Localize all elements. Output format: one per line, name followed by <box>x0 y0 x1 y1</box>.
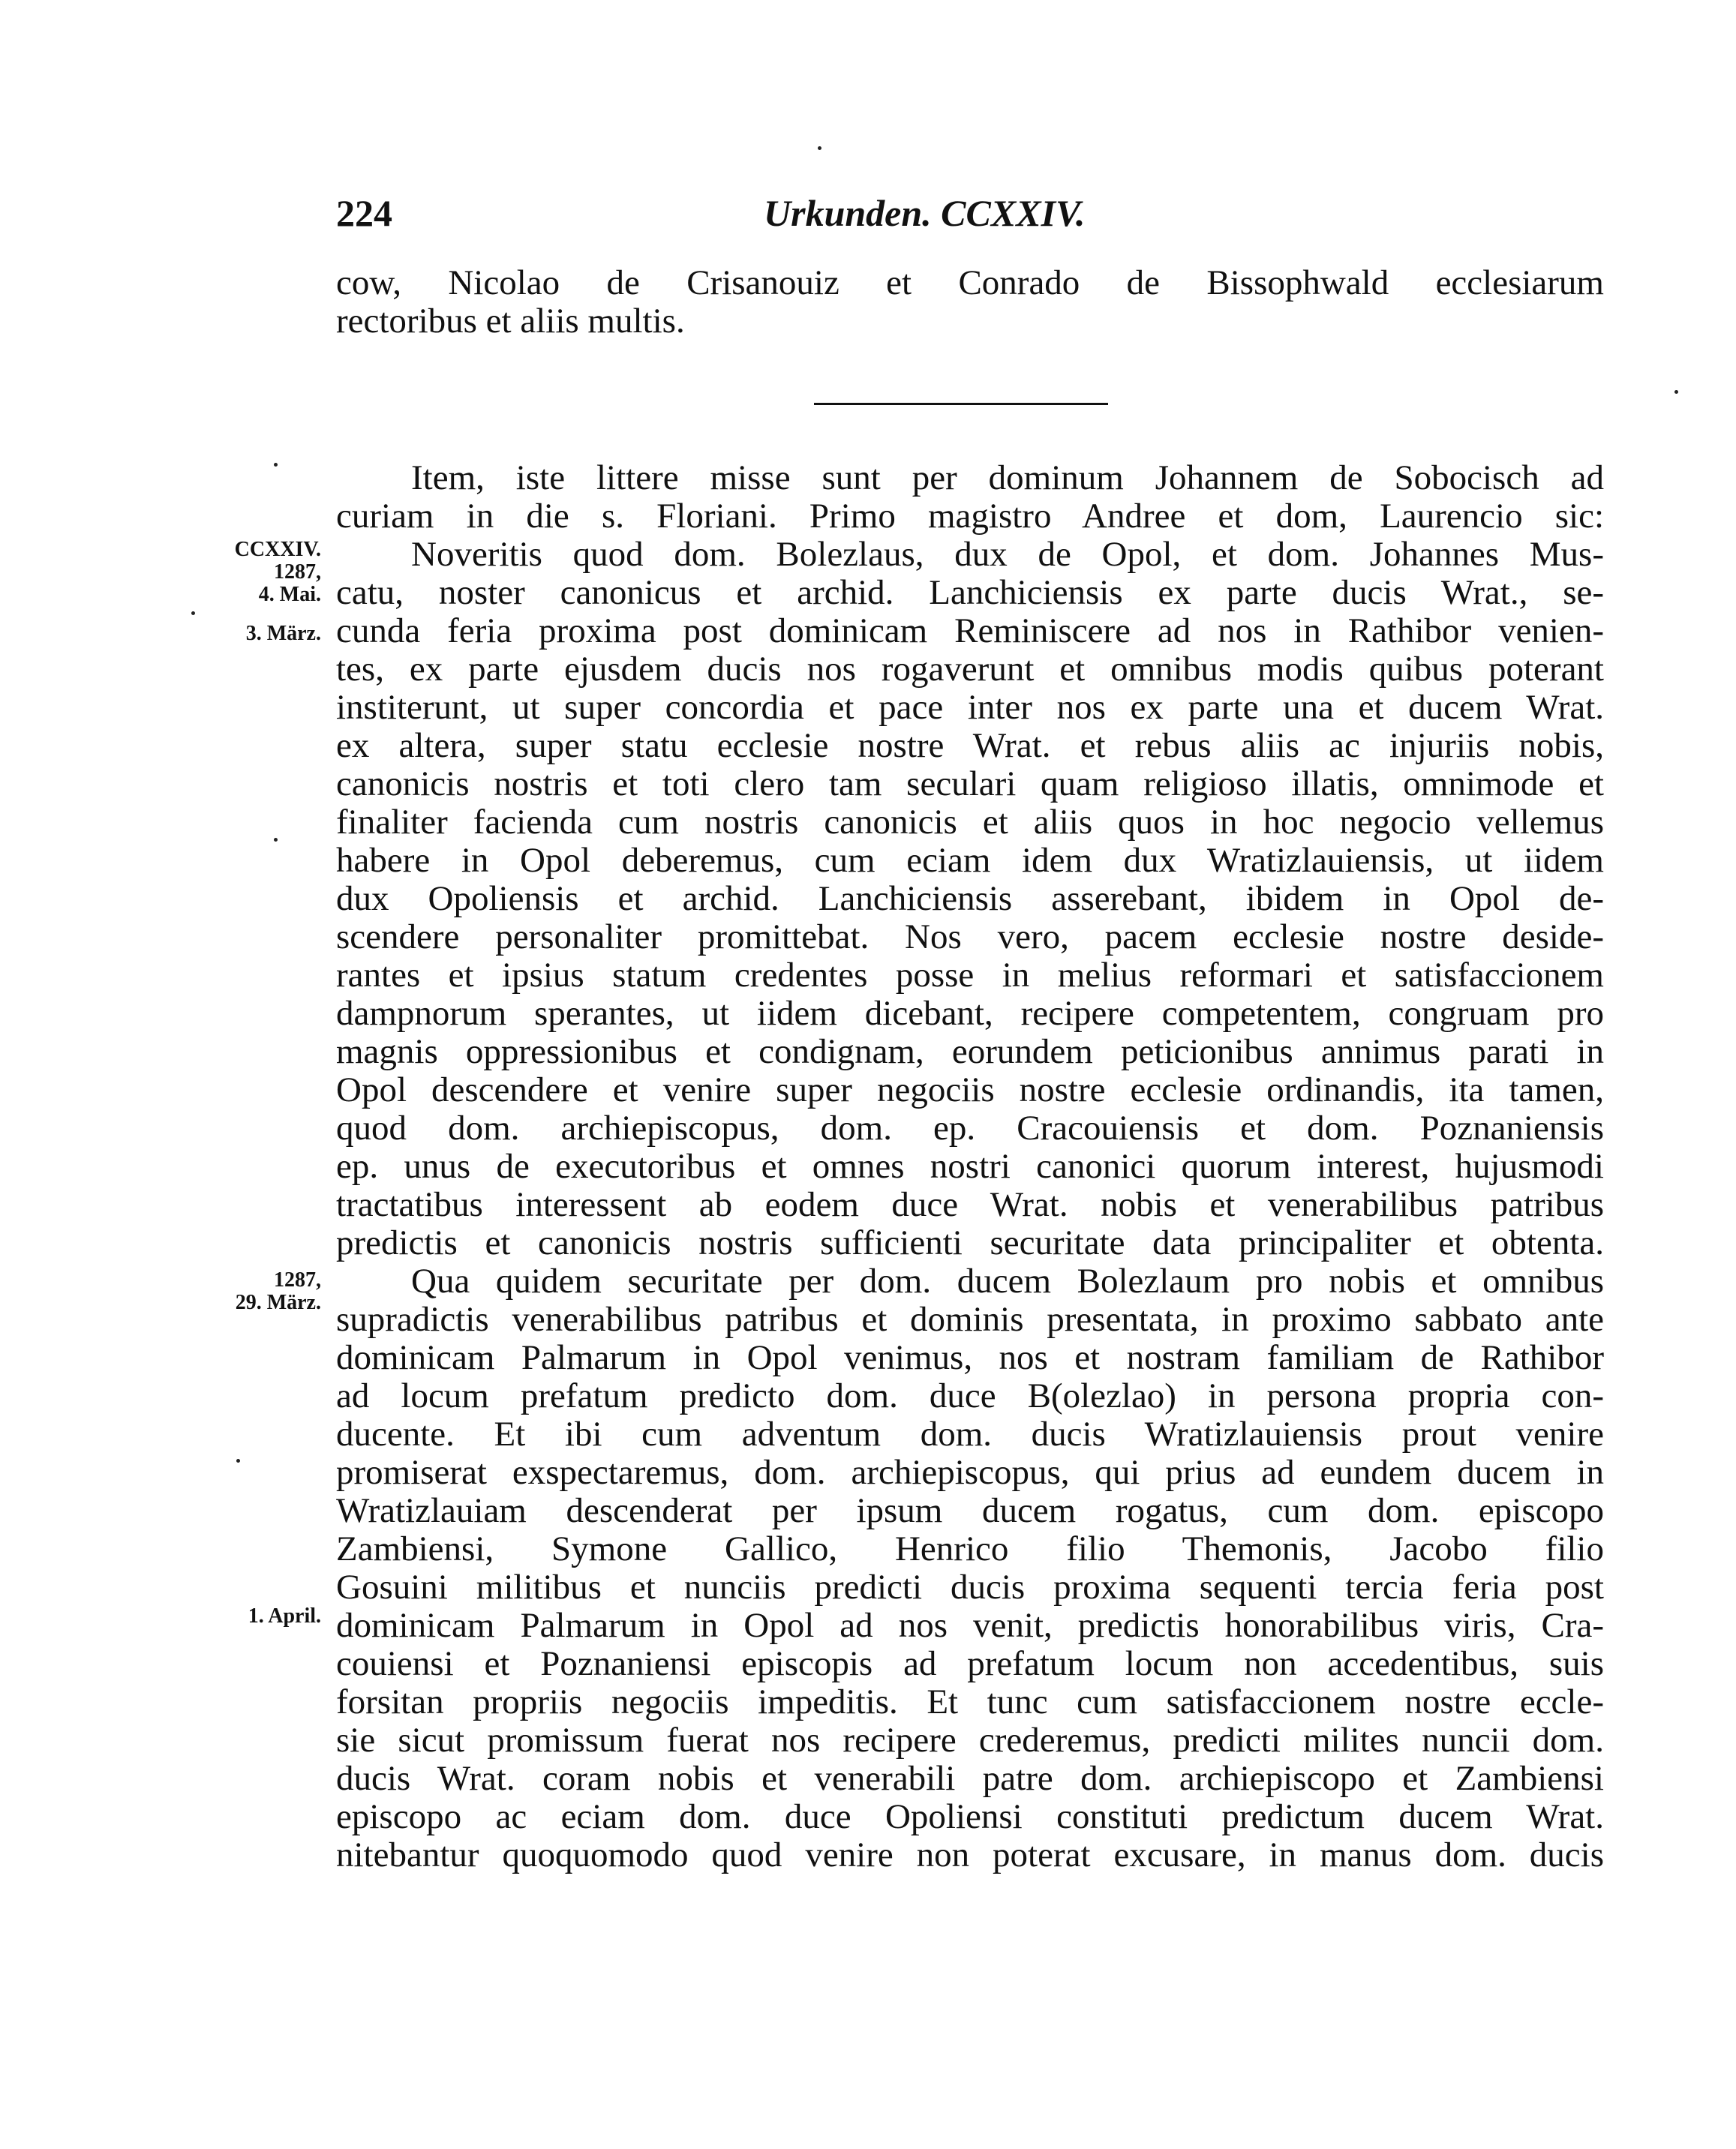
scan-speck <box>274 838 278 842</box>
text-line: scendere personaliter promittebat. Nos vero, pacem ecclesie nostre deside- <box>336 917 1604 956</box>
text-line: supradictis venerabilibus patribus et dominis presentata, in proximo sabbato ante <box>336 1300 1604 1339</box>
margin-note-line: 1287, <box>274 1268 321 1292</box>
text-line: canonicis nostris et toti clero tam seculari quam religioso illatis, omnimode et <box>336 764 1604 803</box>
text-line: nitebantur quoquomodo quod venire non poterat excusare, in manus dom. ducis <box>336 1835 1604 1874</box>
running-title: Urkunden. CCXXIV. <box>764 192 1086 234</box>
text-line: cunda feria proxima post dominicam Reminiscere ad nos in Rathibor venien- <box>336 611 1604 650</box>
main-paragraph <box>336 459 1604 1874</box>
text-line: Item, iste littere misse sunt per dominum Johannem de Sobocisch ad <box>411 458 1604 497</box>
text-line: ducis Wrat. coram nobis et venerabili patre dom. archiepiscopo et Zambiensi <box>336 1759 1604 1798</box>
text-line: tes, ex parte ejusdem ducis nos rogaverunt et omnibus modis quibus poterant <box>336 650 1604 689</box>
text-line: cow, Nicolao de Crisanouiz et Conrado de Bissophwald ecclesiarum <box>336 263 1604 302</box>
page-number: 224 <box>336 192 392 234</box>
text-line: ep. unus de executoribus et omnes nostri canonici quorum interest, hujusmodi <box>336 1147 1604 1186</box>
text-line: dominicam Palmarum in Opol venimus, nos et nostram familiam de Rathibor <box>336 1338 1604 1377</box>
scan-speck <box>236 1459 240 1463</box>
margin-note-1287-march <box>194 1269 321 1314</box>
text-line: curiam in die s. Floriani. Primo magistro Andree et dom, Laurencio sic: <box>336 497 1604 536</box>
page-header <box>336 191 1634 236</box>
margin-note-line: 29. März. <box>235 1291 321 1314</box>
text-line: Gosuini militibus et nunciis predicti ducis proxima sequenti tercia feria post <box>336 1568 1604 1607</box>
text-line: forsitan propriis negociis impeditis. Et tunc cum satisfaccionem nostre eccle- <box>336 1682 1604 1721</box>
text-line: Qua quidem securitate per dom. ducem Bolezlaum pro nobis et omnibus <box>411 1262 1604 1301</box>
margin-note-line: 4. Mai. <box>258 583 321 606</box>
margin-note-line: 1. April. <box>248 1604 321 1628</box>
text-line: finaliter facienda cum nostris canonicis et aliis quos in hoc negocio vellemus <box>336 803 1604 842</box>
text-line: catu, noster canonicus et archid. Lanchiciensis ex parte ducis Wrat., se- <box>336 573 1604 612</box>
text-line: sie sicut promissum fuerat nos recipere crederemus, predicti milites nuncii dom. <box>336 1721 1604 1760</box>
text-line: dux Opoliensis et archid. Lanchiciensis asserebant, ibidem in Opol de- <box>336 879 1604 918</box>
text-line: dominicam Palmarum in Opol ad nos venit, predictis honorabilibus viris, Cra- <box>336 1606 1604 1645</box>
margin-note-line: 1287, <box>274 560 321 584</box>
scan-speck <box>191 611 195 615</box>
text-line: promiserat exspectaremus, dom. archiepiscopus, qui prius ad eundem ducem in <box>336 1453 1604 1492</box>
text-line: institerunt, ut super concordia et pace inter nos ex parte una et ducem Wrat. <box>336 688 1604 727</box>
text-line: ducente. Et ibi cum adventum dom. ducis Wratizlauiensis prout venire <box>336 1415 1604 1454</box>
text-line: dampnorum sperantes, ut iidem dicebant, recipere competentem, congruam pro <box>336 994 1604 1033</box>
scan-speck <box>274 463 278 467</box>
text-line: couiensi et Poznaniensi episcopis ad prefatum locum non accedentibus, suis <box>336 1644 1604 1683</box>
text-line: predictis et canonicis nostris sufficienti securitate data principaliter et obtenta. <box>336 1223 1604 1262</box>
text-line: quod dom. archiepiscopus, dom. ep. Cracouiensis et dom. Poznaniensis <box>336 1109 1604 1148</box>
margin-note-april <box>194 1605 321 1628</box>
text-line: episcopo ac eciam dom. duce Opoliensi constituti predictum ducem Wrat. <box>336 1797 1604 1836</box>
text-line: Noveritis quod dom. Bolezlaus, dux de Opol, et dom. Johannes Mus- <box>411 535 1604 574</box>
margin-note-line: CCXXIV. <box>234 538 321 561</box>
text-line: habere in Opol deberemus, cum eciam idem dux Wratizlauiensis, ut iidem <box>336 841 1604 880</box>
scan-speck <box>818 146 821 150</box>
margin-note-line: 3. März. <box>245 622 321 645</box>
text-line: magnis oppressionibus et condignam, eorundem peticionibus annimus parati in <box>336 1032 1604 1071</box>
section-divider <box>814 403 1108 405</box>
text-line: ex altera, super statu ecclesie nostre Wrat. et rebus aliis ac injuriis nobis, <box>336 726 1604 765</box>
text-line: Zambiensi, Symone Gallico, Henrico filio Themonis, Jacobo filio <box>336 1529 1604 1568</box>
text-line: ad locum prefatum predicto dom. duce B(olezlao) in persona propria con- <box>336 1376 1604 1415</box>
text-line: Wratizlauiam descenderat per ipsum ducem rogatus, cum dom. episcopo <box>336 1491 1604 1530</box>
intro-paragraph <box>336 264 1604 341</box>
text-line: rantes et ipsius statum credentes posse in melius reformari et satisfaccionem <box>336 956 1604 995</box>
scan-speck <box>1674 390 1678 394</box>
text-line: Opol descendere et venire super negociis nostre ecclesie ordinandis, ita tamen, <box>336 1070 1604 1109</box>
text-line: rectoribus et aliis multis. <box>336 302 685 341</box>
text-line: tractatibus interessent ab eodem duce Wrat. nobis et venerabilibus patribus <box>336 1185 1604 1224</box>
margin-note-ccxxiv <box>194 539 321 645</box>
